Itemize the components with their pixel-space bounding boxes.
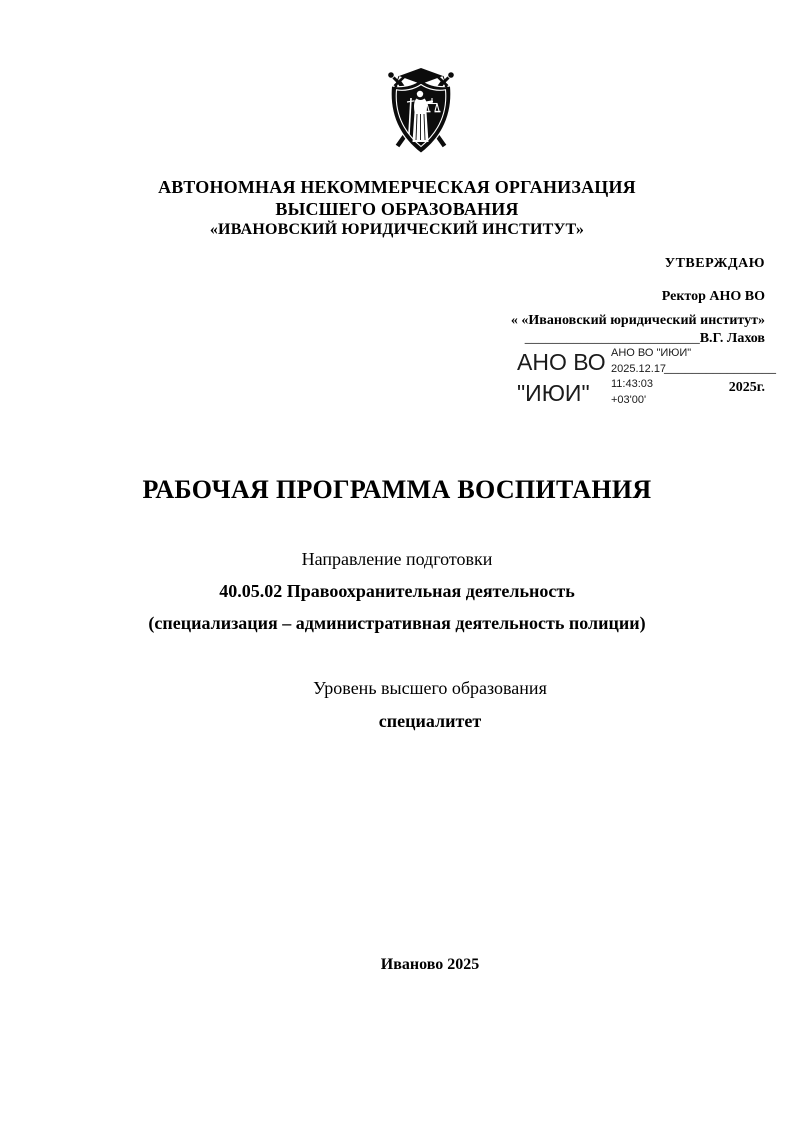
approver-name: В.Г. Лахов (699, 331, 765, 346)
approver-title: Ректор АНО ВО (661, 289, 765, 304)
digital-signature-stamp (517, 347, 606, 409)
approver-org: « «Ивановский юридический институт» (510, 313, 765, 328)
stamp-big-line1: АНО ВО (517, 349, 606, 375)
stamp-detail-line: 11:43:03 (611, 378, 654, 390)
org-name-line3: «ИВАНОВСКИЙ ЮРИДИЧЕСКИЙ ИНСТИТУТ» (209, 221, 585, 238)
signature-line (525, 331, 765, 347)
direction-label: Направление подготовки (301, 549, 493, 569)
justice-shield-icon (384, 66, 458, 158)
signature-blank: _________________________ (524, 331, 700, 346)
date-blank-line: ________________ (664, 361, 776, 376)
page-title: РАБОЧАЯ ПРОГРАММА ВОСПИТАНИЯ (142, 475, 652, 504)
institute-emblem-logo (384, 66, 458, 158)
digital-signature-details (611, 346, 691, 408)
city-year-footer: Иваново 2025 (380, 956, 480, 973)
stamp-detail-line: 2025.12.17 (611, 362, 667, 375)
direction-value: 40.05.02 Правоохранительная деятельность (219, 581, 575, 601)
level-label: Уровень высшего образования (313, 678, 547, 698)
stamp-detail-line: +03'00' (611, 393, 647, 406)
approve-label: УТВЕРЖДАЮ (664, 256, 765, 271)
stamp-big-line2: "ИЮИ" (517, 380, 590, 406)
stamp-detail-line: АНО ВО "ИЮИ" (611, 347, 692, 359)
year-label: 2025г. (728, 380, 765, 395)
specialization-line: (специализация – административная деятельность полиции) (148, 613, 646, 633)
org-name-line2: ВЫСШЕГО ОБРАЗОВАНИЯ (275, 199, 519, 219)
org-name-line1: АВТОНОМНАЯ НЕКОММЕРЧЕСКАЯ ОРГАНИЗАЦИЯ (158, 177, 636, 197)
level-value: специалитет (378, 711, 482, 731)
